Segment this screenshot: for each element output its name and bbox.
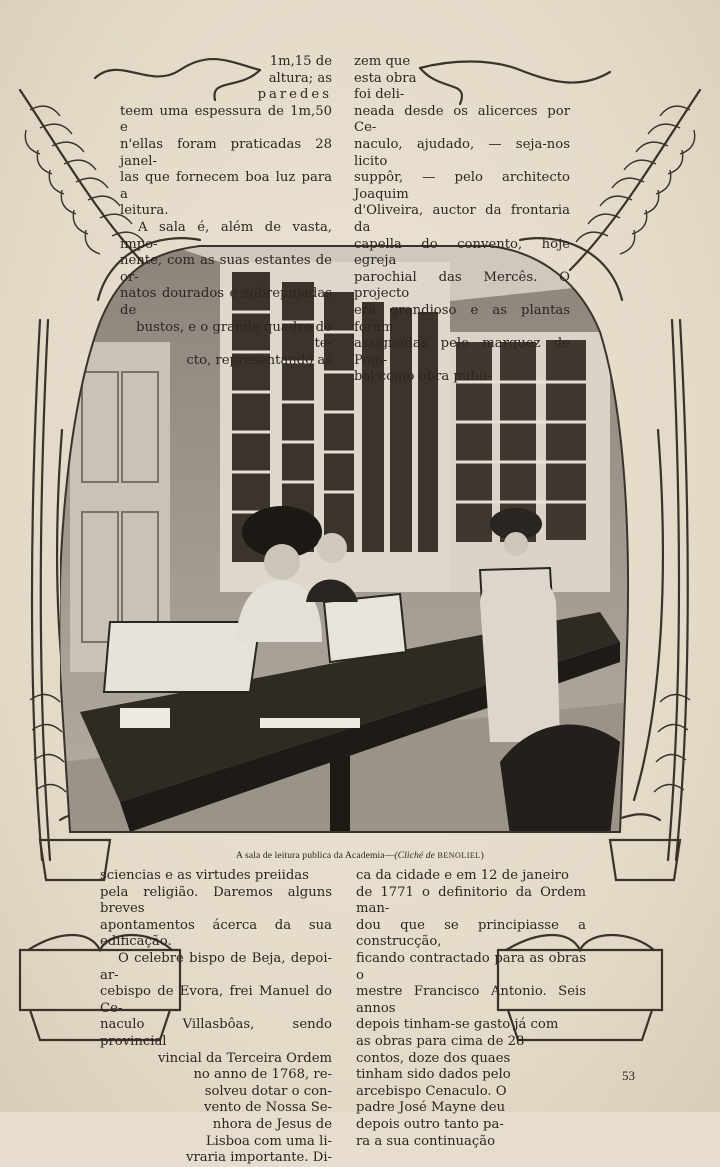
text-line: A sala é, além de vasta, impo- (120, 219, 332, 252)
text-line: parochial das Mercês. O projecto (354, 269, 570, 302)
text-line: esta obra (354, 70, 417, 86)
text-column-top-left (120, 54, 332, 369)
text-line: assignadas pelo marquez de Pom- (354, 336, 570, 368)
text-line: apontamentos ácerca da sua edificação. (100, 917, 332, 950)
caption-text: A sala de leitura publica da Academia— (236, 850, 395, 861)
caption-credit-suffix: ) (480, 850, 484, 861)
text-line: las que fornecem boa luz para a (120, 170, 332, 202)
text-line: vraria importante. Di- (186, 1150, 332, 1166)
text-line: 1m,15 de (269, 54, 332, 69)
text-line: tinham sido dados pelo (356, 1067, 511, 1083)
text-line: dou que se principiasse a construcção, (356, 917, 586, 950)
text-line: natos dourados e sobrepujadas de (120, 286, 332, 318)
text-line: vento de Nossa Se- (204, 1100, 332, 1116)
photo-caption (120, 850, 600, 861)
text-line: bustos, e o grande quadro do te- (136, 319, 332, 352)
text-line: leitura. (120, 203, 169, 219)
text-line: ca da cidade e em 12 de janeiro (356, 868, 569, 883)
text-line: cto, representando as (186, 352, 332, 368)
text-column-top-right (354, 54, 570, 386)
paragraph-virtues (100, 868, 332, 951)
text-column-bottom-right (356, 868, 586, 1150)
text-line: era grandioso e as plantas foram (354, 302, 570, 335)
text-line: pela religião. Daremos alguns breves (100, 884, 332, 917)
text-line: mestre Francisco Antonio. Seis annos (356, 984, 586, 1016)
text-line: no anno de 1768, re- (193, 1067, 332, 1083)
text-line: zem que (354, 54, 411, 69)
text-line: d'Oliveira, auctor da frontaria da (354, 203, 570, 235)
text-column-bottom-left (100, 868, 332, 1167)
paragraph-room (120, 220, 332, 369)
caption-credit-prefix: (Cliché de (394, 850, 438, 861)
text-line: ra a sua continuação (356, 1133, 496, 1149)
text-line: sciencias e as virtudes preiidas (100, 868, 309, 883)
text-line: de 1771 o definitorio da Ordem man- (356, 884, 586, 917)
text-line: paredes (257, 87, 332, 103)
text-line: altura; as (268, 70, 332, 86)
caption-credit-name: BENOLIEL (437, 851, 481, 860)
text-line: suppôr, — pelo architecto Joaquim (354, 170, 570, 202)
text-line: nente, com as suas estantes de or- (120, 253, 332, 285)
text-line: padre José Mayne deu (356, 1100, 506, 1116)
paragraph-dimensions (120, 54, 332, 220)
text-line: n'ellas foram praticadas 28 janel- (120, 136, 332, 169)
text-line: contos, doze dos quaes (356, 1050, 511, 1066)
page-number: 53 (622, 1068, 635, 1083)
text-line: vincial da Terceira Ordem (157, 1050, 332, 1066)
text-line: as obras para cima de 28 (356, 1033, 525, 1049)
text-line: naculo Villasbôas, sendo provincial (100, 1017, 332, 1049)
text-line: naculo, ajudado, — seja-nos licito (354, 136, 570, 169)
text-line: ficando contractado para as obras o (356, 950, 586, 983)
text-line: depois outro tanto pa- (356, 1116, 504, 1132)
text-line: teem uma espessura de 1m,50 e (120, 103, 332, 136)
text-line: capella do convento, hoje egreja (354, 236, 570, 269)
text-line: nhora de Jesus de (212, 1116, 332, 1132)
text-line: solveu dotar o con- (204, 1083, 332, 1099)
text-line: cebispo de Evora, frei Manuel do Ce- (100, 984, 332, 1016)
text-line: bal como obra publi- (354, 369, 492, 385)
paragraph-bishop (100, 951, 332, 1167)
text-line: arcebispo Cenaculo. O (356, 1083, 507, 1099)
text-line: foi deli- (354, 87, 405, 103)
text-line: Lisboa com uma li- (205, 1133, 332, 1149)
text-line: depois tinham-se gasto já com (356, 1017, 559, 1033)
text-line: O celebre bispo de Beja, depoi-ar- (100, 950, 332, 983)
text-line: neada desde os alicerces por Ce- (354, 103, 570, 136)
